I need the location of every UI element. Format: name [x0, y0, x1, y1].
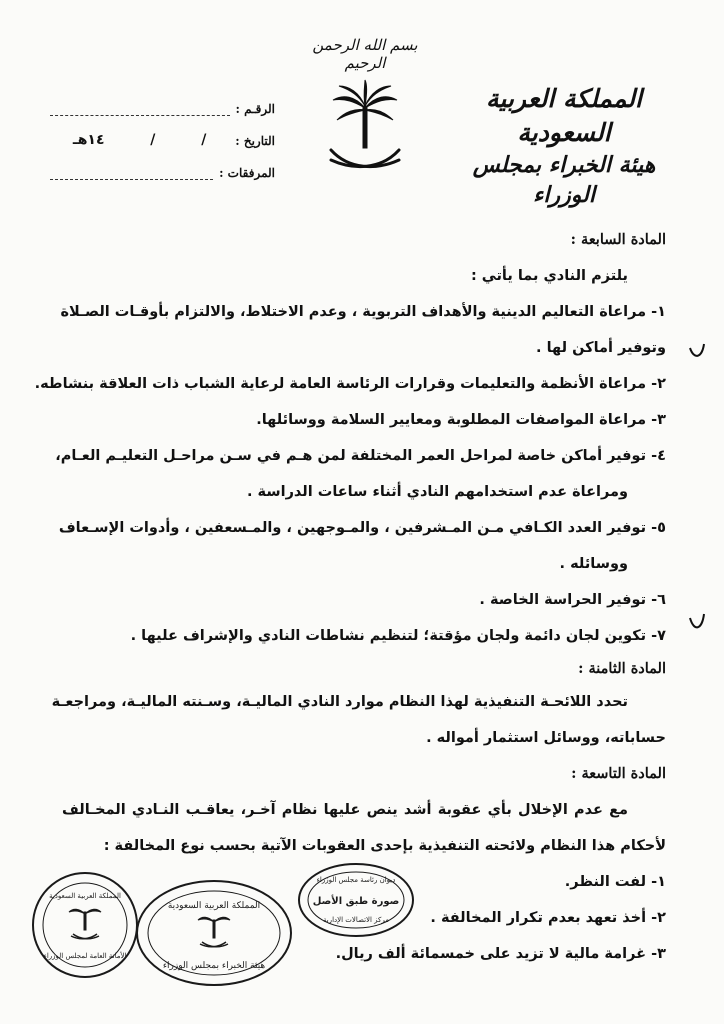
article-7-item-1b: وتوفير أماكن لها .	[536, 340, 666, 356]
margin-initial-mark	[688, 612, 706, 638]
date-suffix: ١٤هـ	[72, 132, 105, 148]
basmala: بسم الله الرحمن الرحيم	[312, 36, 418, 72]
article-7-intro: يلتزم النادي بما يأتي :	[470, 268, 628, 284]
attachments-label: المرفقات :	[219, 166, 275, 180]
article-7-item-1a: ١- مراعاة التعاليم الدينية والأهداف التربوية ، وعدم الاختلاط، والالتزام بأوقـات الصـلاة	[60, 304, 666, 320]
certified-copy-stamp	[296, 860, 416, 940]
article-9-para-b: لأحكام هذا النظام ولائحته التنفيذية بإحدى العقوبات الآتية بحسب نوع المخالفة :	[103, 838, 666, 854]
article-9-item-1: ١- لفت النظر.	[564, 874, 666, 890]
article-9-heading: المادة التاسعة :	[571, 765, 666, 782]
date-sep-1: /	[201, 132, 207, 148]
stamp-2-bottom-text: هيئة الخبراء بمجلس الوزراء	[162, 961, 266, 971]
stamp-1-mid-text: صورة طبق الأصل	[312, 896, 400, 907]
attachments-line	[50, 165, 213, 180]
stamp-3-bottom-text: الأمانة العامة لمجلس الوزراء	[43, 952, 127, 960]
reference-row	[50, 84, 275, 116]
article-8-heading: المادة الثامنة :	[578, 660, 666, 677]
palm-and-swords-emblem-icon	[325, 78, 405, 182]
reference-block	[50, 84, 275, 180]
article-7-item-2: ٢- مراعاة الأنظمة والتعليمات وقرارات الرئاسة العامة لرعاية الشباب ذات العلاقة بنشاطه.	[34, 376, 666, 392]
stamp-2-top-text: المملكة العربية السعودية	[167, 901, 261, 911]
article-7-item-5b: ووسائله .	[559, 556, 628, 572]
article-9-item-2: ٢- أخذ تعهد بعدم تكرار المخالفة .	[430, 910, 666, 926]
attachments-row	[50, 148, 275, 180]
date-row	[50, 116, 275, 148]
stamp-1-top-text: ديوان رئاسة مجلس الوزراء	[316, 876, 396, 884]
article-8-para-b: حساباته، ووسائل استثمار أمواله .	[426, 730, 666, 746]
org-line-1: المملكة العربية السعودية	[486, 84, 642, 147]
article-7-item-4b: ومراعاة عدم استخدامهم النادي أثناء ساعات الدراسة .	[247, 484, 628, 500]
organization-header	[444, 82, 684, 210]
article-9-item-3: ٣- غرامة مالية لا تزيد على خمسمائة ألف ريال.	[335, 946, 666, 962]
date-label: التاريخ :	[235, 134, 275, 148]
general-secretariat-stamp	[30, 870, 140, 980]
article-8-para-a: تحدد اللائحـة التنفيذية لهذا النظام موارد النادي الماليـة، وسـنته الماليـة، ومراجعـة	[51, 694, 628, 710]
article-7-item-4a: ٤- توفير أماكن خاصة لمراحل العمر المختلفة لمن هـم في سـن مراحـل التعليـم العـام،	[55, 448, 666, 464]
article-7-item-7: ٧- تكوين لجان دائمة ولجان مؤقتة؛ لتنظيم نشاطات النادي والإشراف عليها .	[130, 628, 666, 644]
date-field	[50, 132, 229, 148]
date-sep-2: /	[150, 132, 156, 148]
article-7-item-3: ٣- مراعاة المواصفات المطلوبة ومعايير السلامة ووسائلها.	[256, 412, 666, 428]
org-line-2: هيئة الخبراء بمجلس الوزراء	[472, 152, 656, 208]
reference-line	[50, 101, 230, 116]
stamp-3-top-text: المملكة العربية السعودية	[49, 892, 121, 900]
margin-initial-mark	[688, 340, 706, 366]
experts-commission-stamp	[134, 878, 294, 988]
reference-label: الرقـم :	[235, 102, 275, 116]
article-9-para-a: مع عدم الإخلال بأي عقوبة أشد ينص عليها نظام آخـر، يعاقـب النـادي المخـالف	[62, 802, 628, 818]
article-7-item-5a: ٥- توفير العدد الكـافي مـن المـشرفين ، والمـوجهين ، والمـسعفين ، وأدوات الإسـعاف	[58, 520, 666, 536]
stamp-1-bottom-text: مركز الاتصالات الإدارية	[322, 916, 390, 924]
article-7-heading: المادة السابعة :	[570, 231, 666, 248]
article-7-item-6: ٦- توفير الحراسة الخاصة .	[479, 592, 666, 608]
